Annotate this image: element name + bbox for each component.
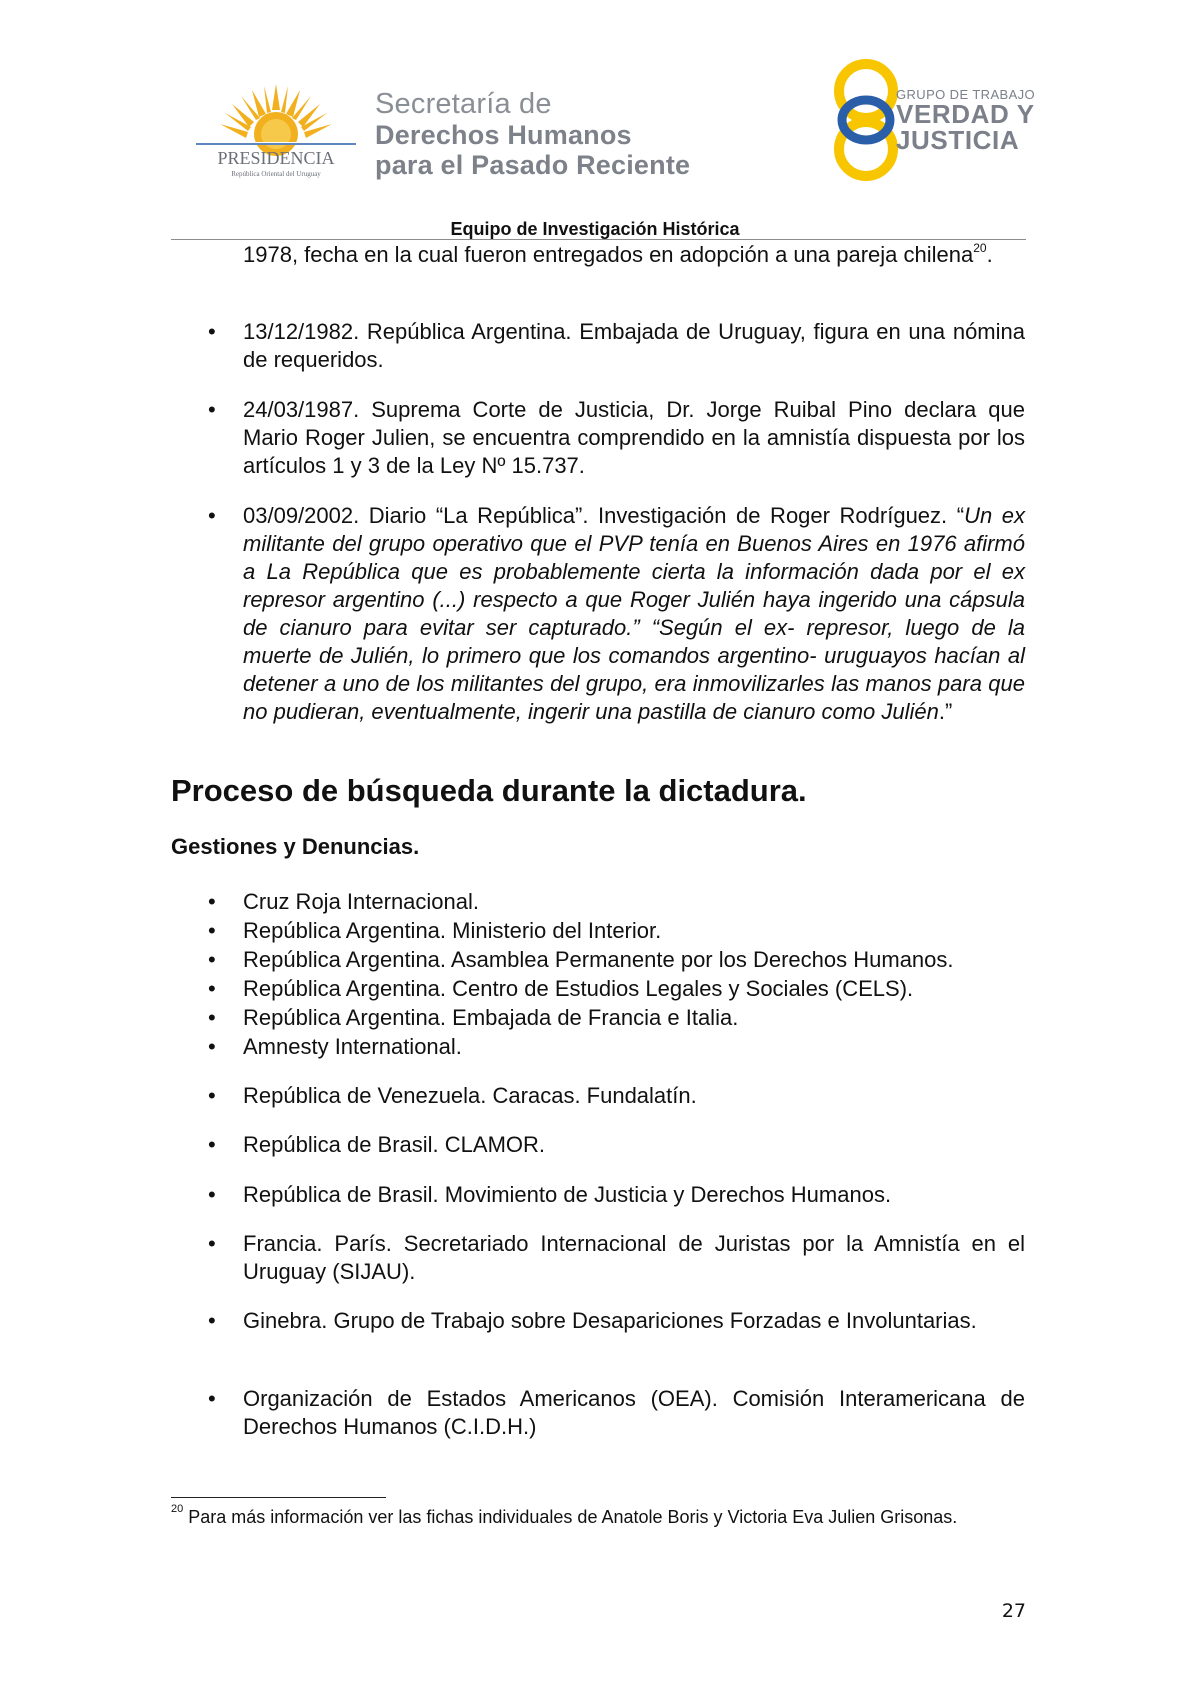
bullet-icon: •	[208, 1386, 216, 1411]
list-item: República Argentina. Ministerio del Interior.	[243, 918, 662, 943]
secretaria-line-1: Secretaría de	[375, 88, 552, 120]
bullet-icon: •	[208, 319, 216, 344]
secretaria-title	[375, 90, 690, 182]
list-item: Francia. París. Secretariado Internacional de Juristas por la Amnistía en el Uruguay (SIJAU).	[243, 1231, 1025, 1284]
bullet-icon: •	[208, 1005, 216, 1030]
bullet-icon: •	[208, 1231, 216, 1256]
sun-icon	[220, 84, 332, 156]
bullet-icon: •	[208, 976, 216, 1001]
secretaria-line-2: Derechos Humanos	[375, 120, 632, 150]
presidencia-label: PRESIDENCIA	[217, 148, 335, 168]
grupo-line-2: JUSTICIA	[896, 125, 1020, 155]
header-divider	[171, 239, 1026, 240]
list-item: República Argentina. Asamblea Permanente por los Derechos Humanos.	[243, 947, 954, 972]
event-quote: Un ex militante del grupo operativo que el PVP tenía en Buenos Aires en 1976 afirmó a La República que es probablemente cierta la información dada por el ex represor argentino (...) respecto a que Roger Julién haya ingerido una cápsula de cianuro para evitar ser capturado.” “Según el ex- represor, luego de la muerte de Julién, lo primero que los comandos argentino- uruguayos hacían al detener a uno de los militantes del grupo, era inmovilizarles las manos para que no pudieran, eventualmente, ingerir una pastilla de cianuro como Julién	[243, 503, 1025, 724]
bullet-icon: •	[208, 397, 216, 422]
list-item: República Argentina. Centro de Estudios Legales y Sociales (CELS).	[243, 976, 914, 1001]
footnote	[171, 1505, 1026, 1529]
bullet-icon: •	[208, 1132, 216, 1157]
footnote-text: Para más información ver las fichas individuales de Anatole Boris y Victoria Eva Julien Grisonas.	[188, 1507, 958, 1527]
event-lead: 03/09/2002. Diario “La República”. Investigación de Roger Rodríguez. “	[243, 503, 965, 528]
bullet-icon: •	[208, 918, 216, 943]
footnote-number: 20	[171, 1503, 184, 1515]
continuation-end: .	[986, 242, 993, 267]
team-label: Equipo de Investigación Histórica	[450, 219, 740, 239]
bullet-icon: •	[208, 947, 216, 972]
bullet-icon: •	[208, 503, 216, 528]
footnote-divider	[171, 1497, 386, 1498]
secretaria-line-3: para el Pasado Reciente	[375, 150, 691, 180]
sub-heading: Gestiones y Denuncias.	[171, 834, 420, 859]
event-tail: .”	[938, 699, 953, 724]
event-item: 13/12/1982. República Argentina. Embajada de Uruguay, figura en una nómina de requeridos.	[243, 319, 1025, 372]
bullet-icon: •	[208, 1182, 216, 1207]
list-item: República Argentina. Embajada de Francia e Italia.	[243, 1005, 739, 1030]
event-item: 24/03/1987. Suprema Corte de Justicia, Dr. Jorge Ruibal Pino declara que Mario Roger Julien, se encuentra comprendido en la amnistía dispuesta por los artículos 1 y 3 de la Ley Nº 15.737.	[243, 397, 1025, 478]
list-item: República de Brasil. CLAMOR.	[243, 1132, 546, 1157]
bullet-icon: •	[208, 889, 216, 914]
section-heading: Proceso de búsqueda durante la dictadura.	[171, 773, 807, 808]
event-item-quote	[243, 502, 1025, 726]
continuation-paragraph	[243, 241, 1025, 269]
list-item: República de Venezuela. Caracas. Fundalatín.	[243, 1083, 697, 1108]
list-item: República de Brasil. Movimiento de Justicia y Derechos Humanos.	[243, 1182, 892, 1207]
list-item: Organización de Estados Americanos (OEA). Comisión Interamericana de Derechos Humanos (C.I.D.H.)	[243, 1386, 1025, 1439]
grupo-line-1: VERDAD Y	[896, 99, 1035, 129]
list-item: Ginebra. Grupo de Trabajo sobre Desapariciones Forzadas e Involuntarias.	[243, 1308, 977, 1333]
presidencia-sub-label: República Oriental del Uruguay	[231, 170, 321, 178]
bullet-icon: •	[208, 1308, 216, 1333]
bullet-icon: •	[208, 1083, 216, 1108]
page-number: 27	[1001, 1600, 1026, 1622]
list-item: Amnesty International.	[243, 1034, 462, 1059]
presidencia-logo	[196, 82, 356, 178]
footnote-ref: 20	[973, 240, 987, 255]
bullet-icon: •	[208, 1034, 216, 1059]
list-item: Cruz Roja Internacional.	[243, 889, 480, 914]
grupo-small-label: GRUPO DE TRABAJO	[896, 87, 1036, 102]
continuation-text: 1978, fecha en la cual fueron entregados en adopción a una pareja chilena	[243, 242, 974, 267]
grupo-trabajo-title	[896, 88, 1035, 153]
